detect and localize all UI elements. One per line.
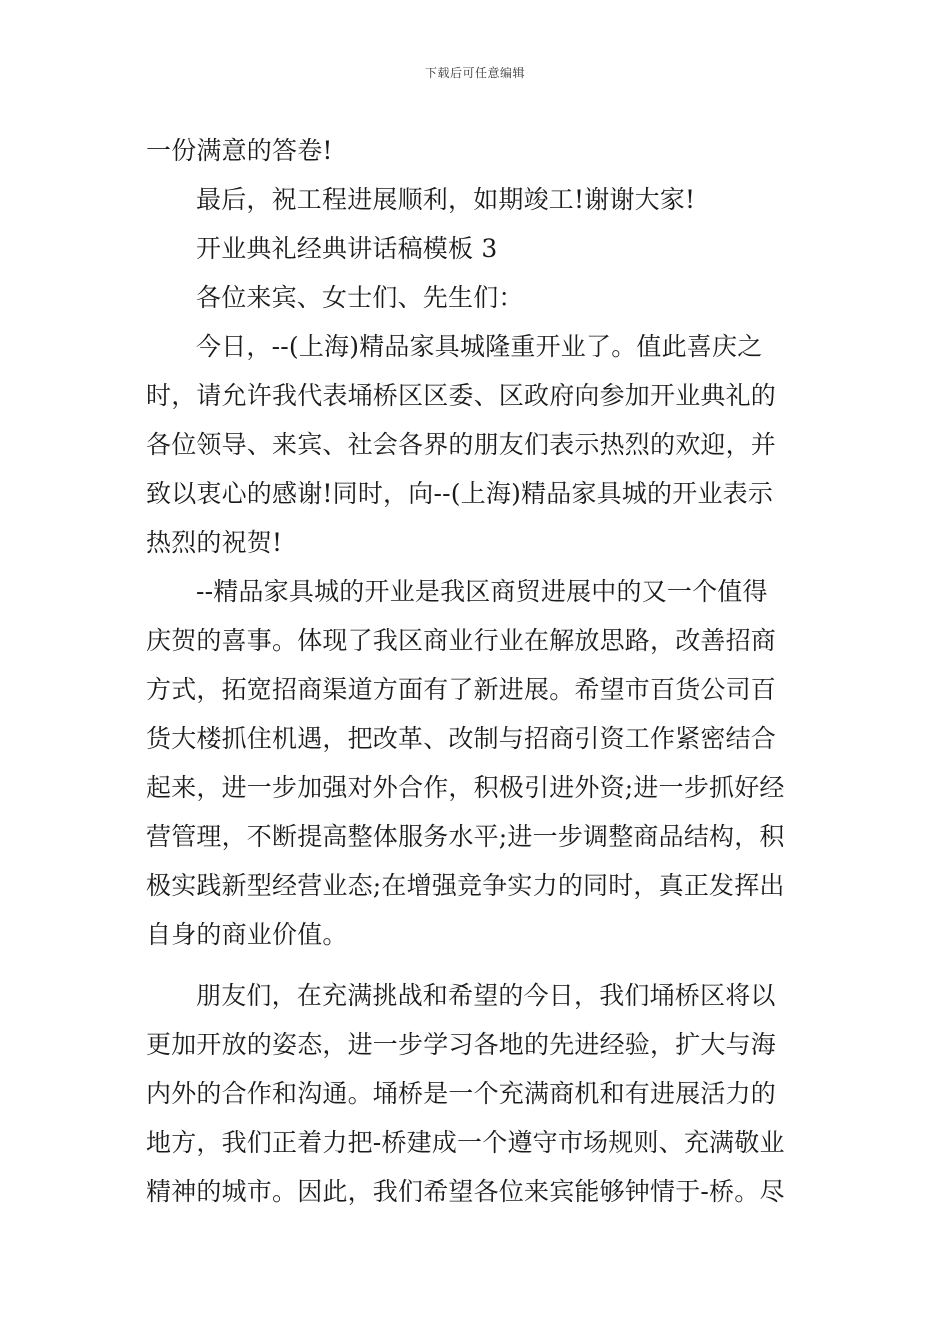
salutation: 各位来宾、女士们、先生们： [196,283,524,312]
text-line: 庆贺的喜事。体现了我区商业行业在解放思路，改善招商 [146,626,777,655]
text-line: 地方，我们正着力把-桥建成一个遵守市场规则、充满敬业 [146,1128,785,1157]
text-line: 致以衷心的感谢!同时，向--(上海)精品家具城的开业表示 [146,479,774,508]
text-line: 内外的合作和沟通。埇桥是一个充满商机和有进展活力的 [146,1079,777,1108]
text-line: 今日，--(上海)精品家具城隆重开业了。值此喜庆之 [196,332,763,361]
text-line: 更加开放的姿态，进一步学习各地的先进经验，扩大与海 [146,1030,777,1059]
text-line: 朋友们，在充满挑战和希望的今日，我们埇桥区将以 [196,981,776,1010]
text-line: 营管理，不断提高整体服务水平;进一步调整商品结构，积 [146,822,785,851]
text-line: 货大楼抓住机遇，把改革、改制与招商引资工作紧密结合 [146,724,777,753]
text-line: 起来，进一步加强对外合作，积极引进外资;进一步抓好经 [146,773,785,802]
text-line: 精神的城市。因此，我们希望各位来宾能够钟情于-桥。尽 [146,1177,785,1206]
text-line: 最后，祝工程进展顺利，如期竣工!谢谢大家! [196,185,696,214]
text-line: 自身的商业价值。 [146,920,348,949]
text-line: 各位领导、来宾、社会各界的朋友们表示热烈的欢迎，并 [146,430,777,459]
text-line: 热烈的祝贺! [146,528,283,557]
text-line: 一份满意的答卷! [146,136,333,165]
document-body [146,126,806,1216]
text-line: 时，请允许我代表埇桥区区委、区政府向参加开业典礼的 [146,381,777,410]
section-heading: 开业典礼经典讲话稿模板 3 [196,234,498,263]
text-line: --精品家具城的开业是我区商贸进展中的又一个值得 [196,577,768,606]
header-note: 下载后可任意编辑 [424,66,525,80]
text-line: 极实践新型经营业态;在增强竞争实力的同时，真正发挥出 [146,871,785,900]
text-line: 方式，拓宽招商渠道方面有了新进展。希望市百货公司百 [146,675,777,704]
